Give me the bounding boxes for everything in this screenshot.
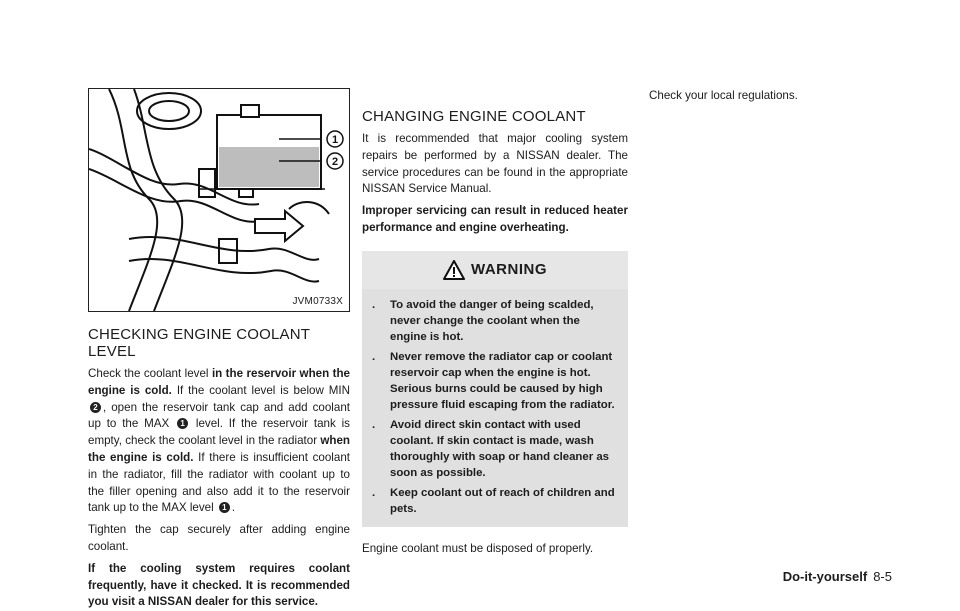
warning-item: . Avoid direct skin contact with used coolant. If skin contact is made, wash thoroughly with soap or hand cleaner as soon as possible. <box>372 418 609 479</box>
max-marker <box>327 131 343 147</box>
column-right <box>649 88 879 105</box>
max-marker-ref: 1 <box>219 502 230 513</box>
min-marker-ref: 2 <box>90 402 101 413</box>
checking-paragraph-2: Tighten the cap securely after adding engine coolant. <box>88 523 350 553</box>
warning-header <box>362 251 628 289</box>
warning-list <box>362 289 628 527</box>
min-marker <box>327 153 343 169</box>
regulations-text: Check your local regulations. <box>649 89 798 102</box>
changing-paragraph-1: It is recommended that major cooling system repairs be performed by a NISSAN dealer. The service procedures can be found in the appropriate NISSAN Service Manual. <box>362 132 628 196</box>
coolant-reservoir-figure <box>88 88 350 312</box>
warning-item: . To avoid the danger of being scalded, never change the coolant when the engine is hot. <box>372 298 594 343</box>
figure-code: JVM0733X <box>292 296 343 307</box>
column-left <box>88 88 350 611</box>
checking-paragraph-1: Check the coolant level in the reservoir when the engine is cold. If the coolant level is below MIN 2 , open the reservoir tank cap and add coolant up to the MAX 1 level. If the reservoir tank is empty, check the coolant level in the radiator when the engine is cold. If there is insufficient coolant in the radiator, fill the radiator with coolant up to the filler opening and also add it to the reservoir tank up to the MAX level 1 . <box>88 367 351 515</box>
disposal-text: Engine coolant must be disposed of properly. <box>362 541 594 555</box>
svg-text:1: 1 <box>331 134 339 146</box>
warning-title: WARNING <box>471 261 547 279</box>
arrow-icon <box>255 211 303 241</box>
changing-title: CHANGING ENGINE COOLANT <box>362 108 586 125</box>
engine-illustration <box>89 89 349 311</box>
warning-triangle-icon <box>443 260 465 280</box>
warning-item: . Never remove the radiator cap or coolant reservoir cap when the engine is hot. Serious burns could be caused by high pressure fluid escaping from the radiator. <box>372 350 615 411</box>
warning-box <box>362 251 628 527</box>
footer-section: Do-it-yourself <box>782 569 868 584</box>
page-number: 8-5 <box>873 569 892 584</box>
changing-paragraph-2: Improper servicing can result in reduced heater performance and engine overheating. <box>362 204 628 234</box>
svg-text:2: 2 <box>331 156 339 168</box>
column-middle <box>362 108 628 558</box>
max-marker-ref: 1 <box>177 418 188 429</box>
warning-item: . Keep coolant out of reach of children and pets. <box>372 486 615 515</box>
page-footer <box>783 569 892 584</box>
checking-paragraph-3: If the cooling system requires coolant frequently, have it checked. It is recommended you visit a NISSAN dealer for this service. <box>88 561 350 609</box>
checking-title: CHECKING ENGINE COOLANT LEVEL <box>88 326 310 360</box>
